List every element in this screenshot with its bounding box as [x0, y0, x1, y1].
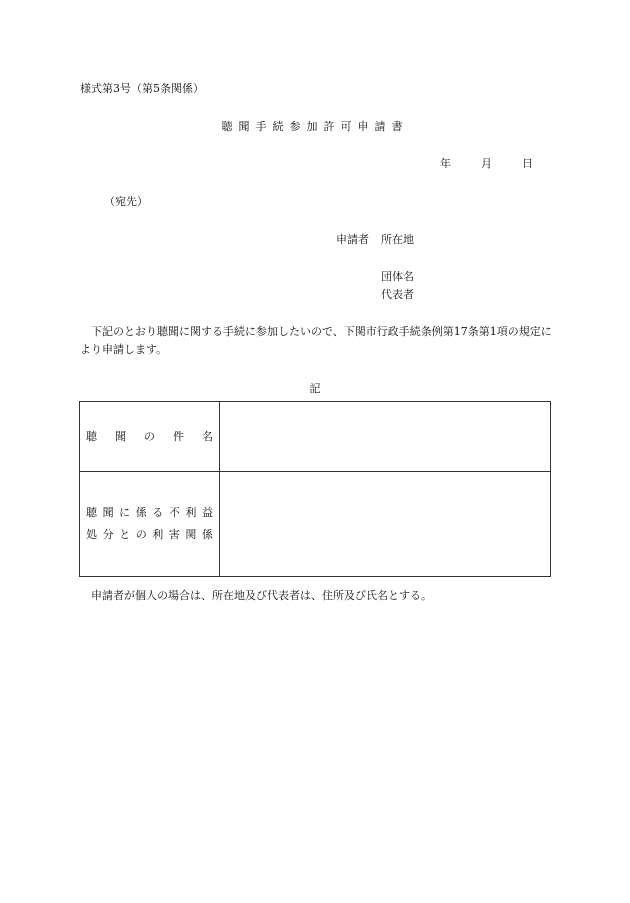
date-month-label: 月: [481, 157, 492, 170]
label-char: る: [152, 506, 164, 519]
document-title: 聴聞手続参加許可申請書: [221, 120, 409, 133]
table-row: [80, 472, 551, 577]
label-char: の: [144, 429, 155, 443]
label-char: 不: [168, 506, 180, 519]
label-char: に: [119, 506, 131, 519]
date-day-label: 日: [522, 157, 533, 170]
hearing-subject-value[interactable]: [220, 402, 551, 472]
label-char: 利: [185, 506, 197, 519]
date-line: [440, 155, 533, 171]
label-line: [86, 502, 213, 524]
note-text: 申請者が個人の場合は、所在地及び代表者は、住所及び氏名とする。: [91, 589, 432, 602]
label-char: 聴: [86, 429, 97, 443]
label-char: 利: [152, 528, 164, 541]
label-char: 関: [185, 528, 197, 541]
addressee-label: （宛先）: [104, 195, 148, 208]
label-char: の: [135, 528, 147, 541]
label-char: 聞: [102, 506, 114, 519]
label-char: 係: [135, 506, 147, 519]
organization-label: 団体名: [381, 270, 414, 283]
label-char: 係: [201, 528, 213, 541]
representative-label: 代表者: [381, 288, 414, 301]
label-char: 分: [102, 528, 114, 541]
date-year-label: 年: [440, 157, 451, 170]
label-char: 聴: [86, 506, 97, 519]
label-line: [86, 524, 213, 546]
detail-table: [79, 401, 551, 577]
label-char: 益: [201, 506, 213, 519]
label-char: 件: [173, 429, 184, 443]
label-char: 害: [168, 528, 180, 541]
location-label: 所在地: [381, 233, 414, 246]
interest-relation-value[interactable]: [220, 472, 551, 577]
ki-label: 記: [309, 382, 321, 395]
form-number: 様式第3号（第5条関係）: [80, 82, 204, 95]
hearing-subject-label: [80, 402, 220, 472]
label-char: 処: [86, 528, 97, 541]
label-char: 名: [202, 429, 213, 443]
request-body-text: 下記のとおり聴聞に関する手続に参加したいので、下関市行政手続条例第17条第1項の規定により申請します。: [80, 325, 552, 356]
applicant-label: 申請者: [336, 233, 369, 246]
label-line: [86, 426, 213, 448]
label-char: と: [119, 528, 131, 541]
interest-relation-label: [80, 472, 220, 577]
table-row: [80, 402, 551, 472]
label-char: 聞: [115, 429, 126, 443]
